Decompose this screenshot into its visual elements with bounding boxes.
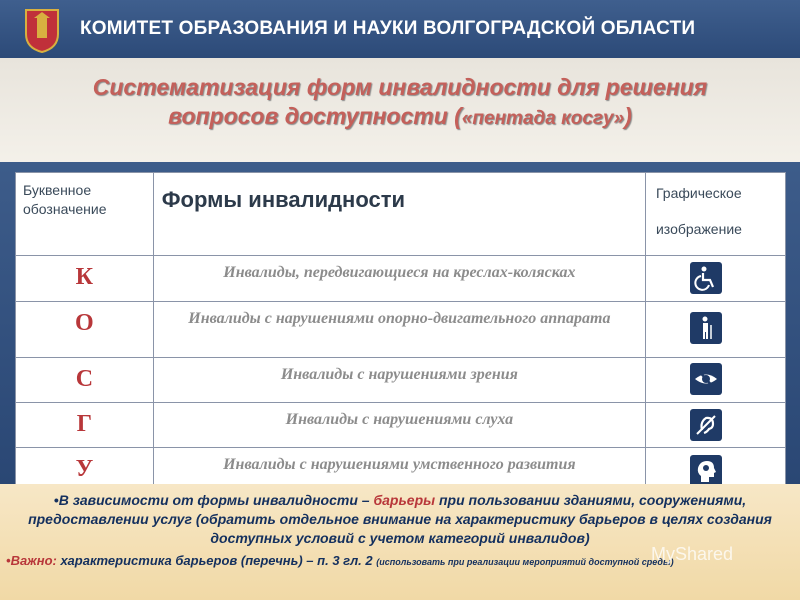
- row-letter: О: [16, 302, 154, 358]
- row-icon-cell: [645, 403, 785, 448]
- header-bar: [0, 0, 800, 58]
- table-header-row: [16, 173, 786, 256]
- row-letter: К: [16, 256, 154, 302]
- table-row: [16, 302, 786, 358]
- row-icon-cell: [645, 358, 785, 403]
- footer-note-1-c: при пользовании зданиями, сооружениями, предоставлении услуг: [28, 492, 747, 527]
- footer-note-1-d: (обратить отдельное внимание на характеристику барьеров в целях создания доступных условий с учетом категорий инвалидов): [195, 511, 772, 546]
- row-text: Инвалиды с нарушениями опорно-двигательного аппарата: [153, 302, 645, 358]
- wheelchair-icon: [690, 262, 722, 294]
- footer-note-2-text: характеристика барьеров (перечнь) – п. 3 гл. 2: [56, 553, 377, 568]
- slide-title-paren: «пентада косгу»: [461, 108, 625, 129]
- row-text: Инвалиды с нарушениями зрения: [153, 358, 645, 403]
- coat-of-arms-icon: [22, 4, 62, 54]
- table-row: [16, 403, 786, 448]
- row-letter: У: [16, 448, 154, 494]
- row-text: Инвалиды с нарушениями слуха: [153, 403, 645, 448]
- row-text: Инвалиды с нарушениями умственного развития: [153, 448, 645, 494]
- row-letter: С: [16, 358, 154, 403]
- header-title: КОМИТЕТ ОБРАЗОВАНИЯ И НАУКИ ВОЛГОГРАДСКОЙ ОБЛАСТИ: [80, 18, 696, 39]
- slide-title-close: ): [624, 103, 632, 129]
- disability-table: [15, 172, 786, 494]
- bullet: •: [6, 553, 11, 568]
- footer-note-2-small: (использовать при реализации мероприятий доступной среды): [376, 557, 674, 567]
- footer-note-2-label: Важно:: [10, 553, 57, 568]
- slide-title: [0, 73, 800, 133]
- table-row: [16, 358, 786, 403]
- slide-title-line2: вопросов доступности (: [168, 103, 462, 129]
- eye-impaired-icon: [690, 363, 722, 395]
- slide-title-line1: Систематизация форм инвалидности для решения: [92, 74, 708, 100]
- table-row: [16, 256, 786, 302]
- footer-note-1-barriers: барьеры: [373, 492, 436, 508]
- footer-note-1-a: В зависимости от формы инвалидности –: [58, 492, 374, 508]
- row-icon-cell: [645, 256, 785, 302]
- col-header-letter: Буквенное обозначение: [16, 173, 154, 256]
- row-text: Инвалиды, передвигающиеся на креслах-колясках: [153, 256, 645, 302]
- row-icon-cell: [645, 302, 785, 358]
- ear-impaired-icon: [690, 409, 722, 441]
- col-header-graphic: Графическое изображение: [645, 173, 785, 256]
- col-header-forms: Формы инвалидности: [153, 173, 645, 256]
- row-letter: Г: [16, 403, 154, 448]
- watermark-text: MyShared: [651, 544, 734, 564]
- footer-note-1: [10, 491, 790, 548]
- walking-cane-icon: [690, 312, 722, 344]
- head-profile-icon: [690, 455, 722, 487]
- bullet: •: [53, 492, 59, 508]
